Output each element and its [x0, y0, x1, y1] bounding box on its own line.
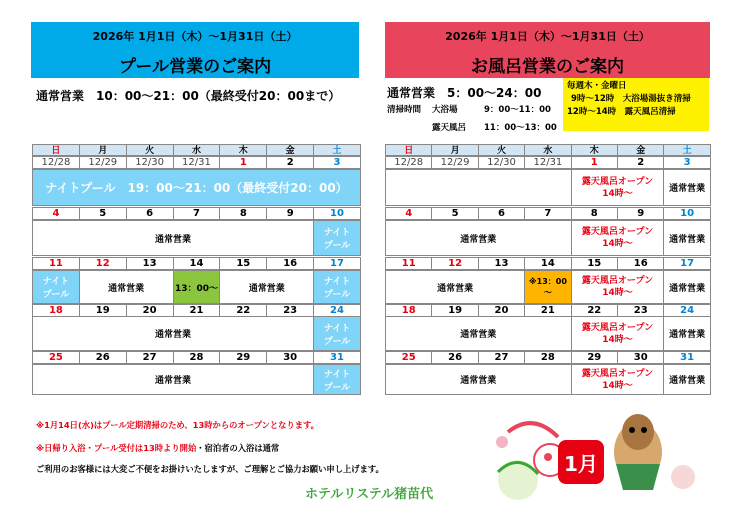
calendar-date: 14 — [173, 257, 221, 270]
calendar-date: 26 — [79, 351, 127, 364]
calendar-date: 9 — [617, 207, 664, 220]
weekday-header: 木 — [571, 144, 618, 156]
calendar-date: 15 — [571, 257, 618, 270]
cleaning1-place: 大浴場 — [432, 105, 458, 115]
calendar-date: 4 — [385, 207, 432, 220]
normal-hours-cell: 通常営業 — [385, 220, 572, 256]
calendar-date: 25 — [32, 351, 80, 364]
roten-open-cell: 露天風呂オープン 14時～ — [571, 169, 665, 206]
calendar-date: 16 — [617, 257, 664, 270]
calendar-date: 21 — [524, 304, 571, 317]
calendar-date: 26 — [431, 351, 478, 364]
calendar-date: 24 — [313, 304, 361, 317]
night-pool-banner: ナイトプール 19：00～21：00（最終受付20：00） — [32, 169, 361, 206]
roten-open-cell: 露天風呂オープン 14時～ — [571, 316, 665, 351]
calendar-date: 29 — [571, 351, 618, 364]
calendar-date: 1 — [571, 156, 618, 169]
calendar-date: 30 — [266, 351, 314, 364]
bath-header — [385, 22, 710, 78]
pool-title: プール営業のご案内 — [118, 57, 272, 77]
notice-line1: 9時～12時 大浴場湯抜き清掃 — [571, 94, 691, 104]
normal-hours-cell: 通常営業 — [385, 270, 525, 304]
calendar-date: 8 — [571, 207, 618, 220]
calendar-date: 22 — [571, 304, 618, 317]
weekday-header: 水 — [524, 144, 571, 156]
calendar-date: 12/30 — [126, 156, 174, 169]
weekday-header: 月 — [79, 144, 127, 156]
normal-hours-cell: 通常営業 — [663, 270, 710, 304]
roten-open-cell: 露天風呂オープン 14時～ — [571, 270, 665, 304]
normal-hours-cell: 通常営業 — [663, 169, 710, 206]
notice-line2: 12時～14時 露天風呂清掃 — [567, 107, 676, 117]
bath-title: お風呂営業のご案内 — [471, 57, 624, 77]
night-pool-cell: ナイト プール — [313, 220, 361, 256]
pool-hours: 通常営業 10：00～21：00（最終受付20：00まで） — [36, 89, 341, 103]
calendar-date: 31 — [313, 351, 361, 364]
calendar-date: 29 — [219, 351, 267, 364]
calendar-date: 19 — [79, 304, 127, 317]
roten-open-cell: 露天風呂オープン 14時～ — [571, 364, 665, 395]
weekday-header: 金 — [617, 144, 664, 156]
calendar-date: 23 — [266, 304, 314, 317]
calendar-date: 28 — [173, 351, 221, 364]
normal-hours-cell: 通常営業 — [663, 364, 710, 395]
normal-hours-cell: 通常営業 — [32, 316, 314, 351]
bath-1300-cell: ※13：00～ — [524, 270, 571, 304]
footer-note-3: ご利用のお客様には大変ご不便をお掛けいたしますが、ご理解とご協力お願い申し上げます。 — [36, 464, 384, 474]
cleaning-notice — [563, 78, 709, 131]
calendar-date: 13 — [126, 257, 174, 270]
calendar-date: 12/31 — [173, 156, 221, 169]
calendar-date: 3 — [313, 156, 361, 169]
normal-hours-cell: 通常営業 — [32, 220, 314, 256]
pool-1300-cell: 13：00～ — [173, 270, 221, 304]
weekday-header: 土 — [663, 144, 710, 156]
calendar-date: 15 — [219, 257, 267, 270]
calendar-date: 20 — [126, 304, 174, 317]
calendar-date: 6 — [478, 207, 525, 220]
pool-header — [31, 22, 359, 78]
calendar-date: 24 — [663, 304, 710, 317]
calendar-date: 17 — [313, 257, 361, 270]
footer-note-2a: ※日帰り入浴・プール受付は13時より開始 — [36, 443, 197, 453]
bath-date-range: 2026年 1月1日（木）～1月31日（土） — [445, 30, 650, 43]
calendar-date: 12/28 — [32, 156, 80, 169]
calendar-date: 16 — [266, 257, 314, 270]
calendar-date: 11 — [32, 257, 80, 270]
normal-hours-cell: 通常営業 — [32, 364, 314, 395]
calendar-date: 12 — [431, 257, 478, 270]
night-pool-cell: ナイト プール — [313, 270, 361, 304]
calendar-date: 12/28 — [385, 156, 432, 169]
weekday-header: 木 — [219, 144, 267, 156]
pool-date-range: 2026年 1月1日（木）～1月31日（土） — [92, 30, 298, 43]
calendar-date: 20 — [478, 304, 525, 317]
night-pool-cell: ナイト プール — [32, 270, 80, 304]
calendar-date: 3 — [663, 156, 710, 169]
calendar-date: 10 — [313, 207, 361, 220]
cleaning-label: 清掃時間 — [387, 105, 422, 115]
calendar-date: 5 — [431, 207, 478, 220]
weekday-header: 火 — [478, 144, 525, 156]
calendar-date: 2 — [266, 156, 314, 169]
night-pool-cell: ナイト プール — [313, 316, 361, 351]
empty-cell — [385, 169, 572, 206]
notice-title: 毎週木・金曜日 — [567, 81, 627, 91]
calendar-date: 23 — [617, 304, 664, 317]
calendar-date: 11 — [385, 257, 432, 270]
calendar-date: 12/31 — [524, 156, 571, 169]
night-pool-cell: ナイト プール — [313, 364, 361, 395]
weekday-header: 水 — [173, 144, 221, 156]
calendar-date: 30 — [617, 351, 664, 364]
calendar-date: 2 — [617, 156, 664, 169]
calendar-date: 14 — [524, 257, 571, 270]
calendar-date: 25 — [385, 351, 432, 364]
new-year-illustration — [488, 402, 700, 502]
cleaning1-time: 9：00～11：00 — [484, 105, 551, 115]
normal-hours-cell: 通常営業 — [385, 364, 572, 395]
calendar-date: 28 — [524, 351, 571, 364]
calendar-date: 7 — [173, 207, 221, 220]
calendar-date: 6 — [126, 207, 174, 220]
calendar-date: 13 — [478, 257, 525, 270]
normal-hours-cell: 通常営業 — [219, 270, 314, 304]
calendar-date: 27 — [478, 351, 525, 364]
calendar-date: 17 — [663, 257, 710, 270]
calendar-date: 19 — [431, 304, 478, 317]
calendar-date: 12 — [79, 257, 127, 270]
weekday-header: 日 — [385, 144, 432, 156]
weekday-header: 土 — [313, 144, 361, 156]
month-badge-text: 1月 — [564, 452, 598, 476]
weekday-header: 火 — [126, 144, 174, 156]
calendar-date: 12/30 — [478, 156, 525, 169]
calendar-date: 9 — [266, 207, 314, 220]
calendar-date: 7 — [524, 207, 571, 220]
weekday-header: 金 — [266, 144, 314, 156]
calendar-date: 8 — [219, 207, 267, 220]
footer-note-2 — [36, 442, 279, 454]
calendar-date: 4 — [32, 207, 80, 220]
calendar-date: 5 — [79, 207, 127, 220]
calendar-date: 27 — [126, 351, 174, 364]
calendar-date: 12/29 — [431, 156, 478, 169]
calendar-date: 12/29 — [79, 156, 127, 169]
bath-hours: 通常営業 5：00～24：00 — [387, 86, 542, 100]
plum-blossom-icon — [671, 465, 695, 489]
calendar-date: 10 — [663, 207, 710, 220]
cleaning2-place: 露天風呂 — [432, 123, 467, 133]
cleaning2-time: 11：00～13：00 — [484, 123, 557, 133]
hotel-logo: ホテルリステル猪苗代 — [305, 487, 434, 502]
footer-note-2b: ・宿泊者の入浴は通常 — [196, 443, 280, 453]
calendar-date: 18 — [32, 304, 80, 317]
weekday-header: 日 — [32, 144, 80, 156]
weekday-header: 月 — [431, 144, 478, 156]
normal-hours-cell: 通常営業 — [663, 316, 710, 351]
normal-hours-cell: 通常営業 — [79, 270, 174, 304]
normal-hours-cell: 通常営業 — [663, 220, 710, 256]
calendar-date: 31 — [663, 351, 710, 364]
calendar-date: 1 — [219, 156, 267, 169]
calendar-date: 21 — [173, 304, 221, 317]
normal-hours-cell: 通常営業 — [385, 316, 572, 351]
roten-open-cell: 露天風呂オープン 14時～ — [571, 220, 665, 256]
footer-note-1: ※1月14日(水)はプール定期清掃のため、13時からのオープンとなります。 — [36, 420, 319, 430]
calendar-date: 18 — [385, 304, 432, 317]
calendar-date: 22 — [219, 304, 267, 317]
